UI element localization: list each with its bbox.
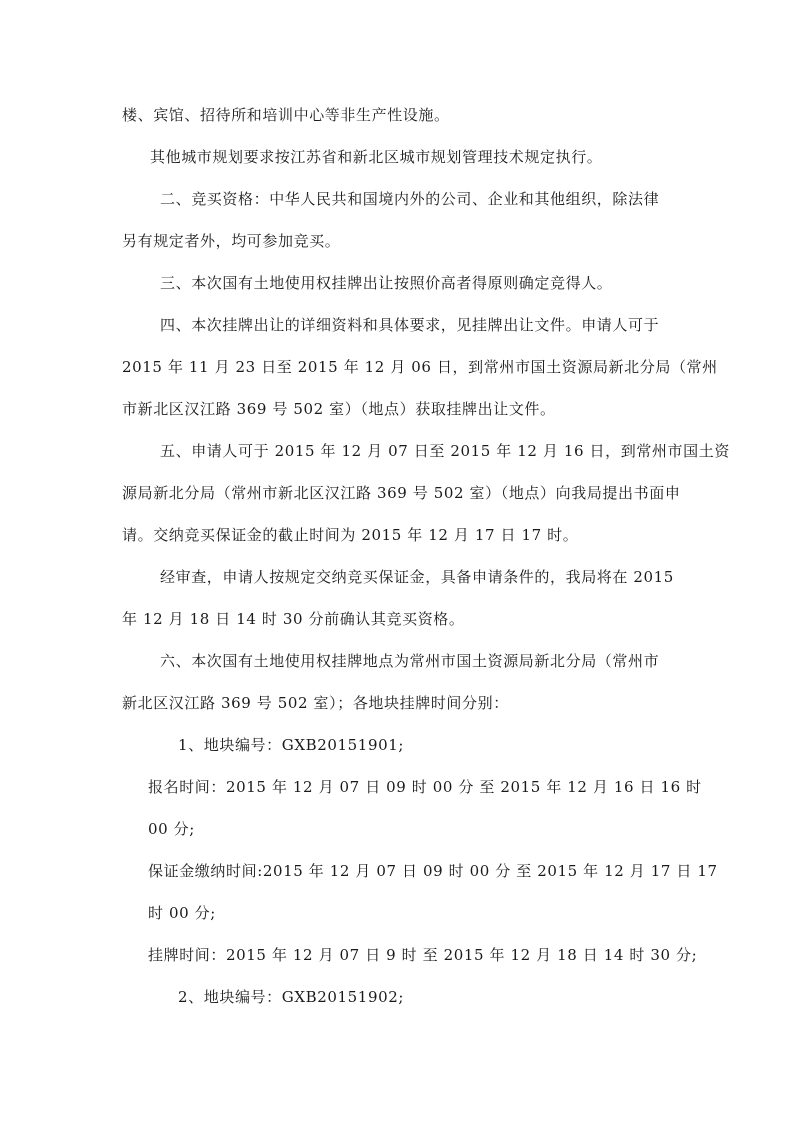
- paragraph-line: 00 分;: [148, 820, 195, 838]
- paragraph-line: 三、本次国有土地使用权挂牌出让按照价高者得原则确定竞得人。: [160, 274, 613, 292]
- paragraph-line: 挂牌时间：2015 年 12 月 07 日 9 时 至 2015 年 12 月 18 日 14 时 30 分;: [148, 946, 698, 964]
- paragraph-line: 楼、宾馆、招待所和培训中心等非生产性设施。: [122, 106, 450, 124]
- paragraph-line: 保证金缴纳时间:2015 年 12 月 07 日 09 时 00 分 至 2015 年 12 月 17 日 17: [148, 862, 718, 880]
- parcel-heading: 2、地块编号：GXB20151902;: [178, 988, 405, 1006]
- paragraph-line: 新北区汉江路 369 号 502 室）；各地块挂牌时间分别：: [122, 694, 509, 712]
- paragraph-line: 请。交纳竞买保证金的截止时间为 2015 年 12 月 17 日 17 时。: [122, 526, 579, 544]
- paragraph-line: 2015 年 11 月 23 日至 2015 年 12 月 06 日，到常州市国土资源局新北分局（常州: [122, 358, 718, 376]
- paragraph-line: 四、本次挂牌出让的详细资料和具体要求，见挂牌出让文件。申请人可于: [160, 316, 660, 334]
- paragraph-line: 市新北区汉江路 369 号 502 室）（地点）获取挂牌出让文件。: [122, 400, 556, 418]
- paragraph-line: 二、竞买资格：中华人民共和国境内外的公司、企业和其他组织，除法律: [160, 190, 660, 208]
- paragraph-line: 另有规定者外，均可参加竞买。: [122, 232, 341, 250]
- paragraph-line: 报名时间：2015 年 12 月 07 日 09 时 00 分 至 2015 年 12 月 16 日 16 时: [148, 778, 702, 796]
- paragraph-line: 时 00 分;: [148, 904, 216, 922]
- paragraph-line: 经审查，申请人按规定交纳竞买保证金，具备申请条件的，我局将在 2015: [160, 568, 674, 586]
- paragraph-line: 年 12 月 18 日 14 时 30 分前确认其竞买资格。: [122, 610, 465, 628]
- parcel-heading: 1、地块编号：GXB20151901;: [178, 736, 405, 754]
- paragraph-line: 五、申请人可于 2015 年 12 月 07 日至 2015 年 12 月 16 日，到常州市国土资: [160, 442, 730, 460]
- paragraph-line: 其他城市规划要求按江苏省和新北区城市规划管理技术规定执行。: [150, 148, 603, 166]
- paragraph-line: 六、本次国有土地使用权挂牌地点为常州市国土资源局新北分局（常州市: [160, 652, 660, 670]
- paragraph-line: 源局新北分局（常州市新北区汉江路 369 号 502 室）（地点）向我局提出书面申: [122, 484, 681, 502]
